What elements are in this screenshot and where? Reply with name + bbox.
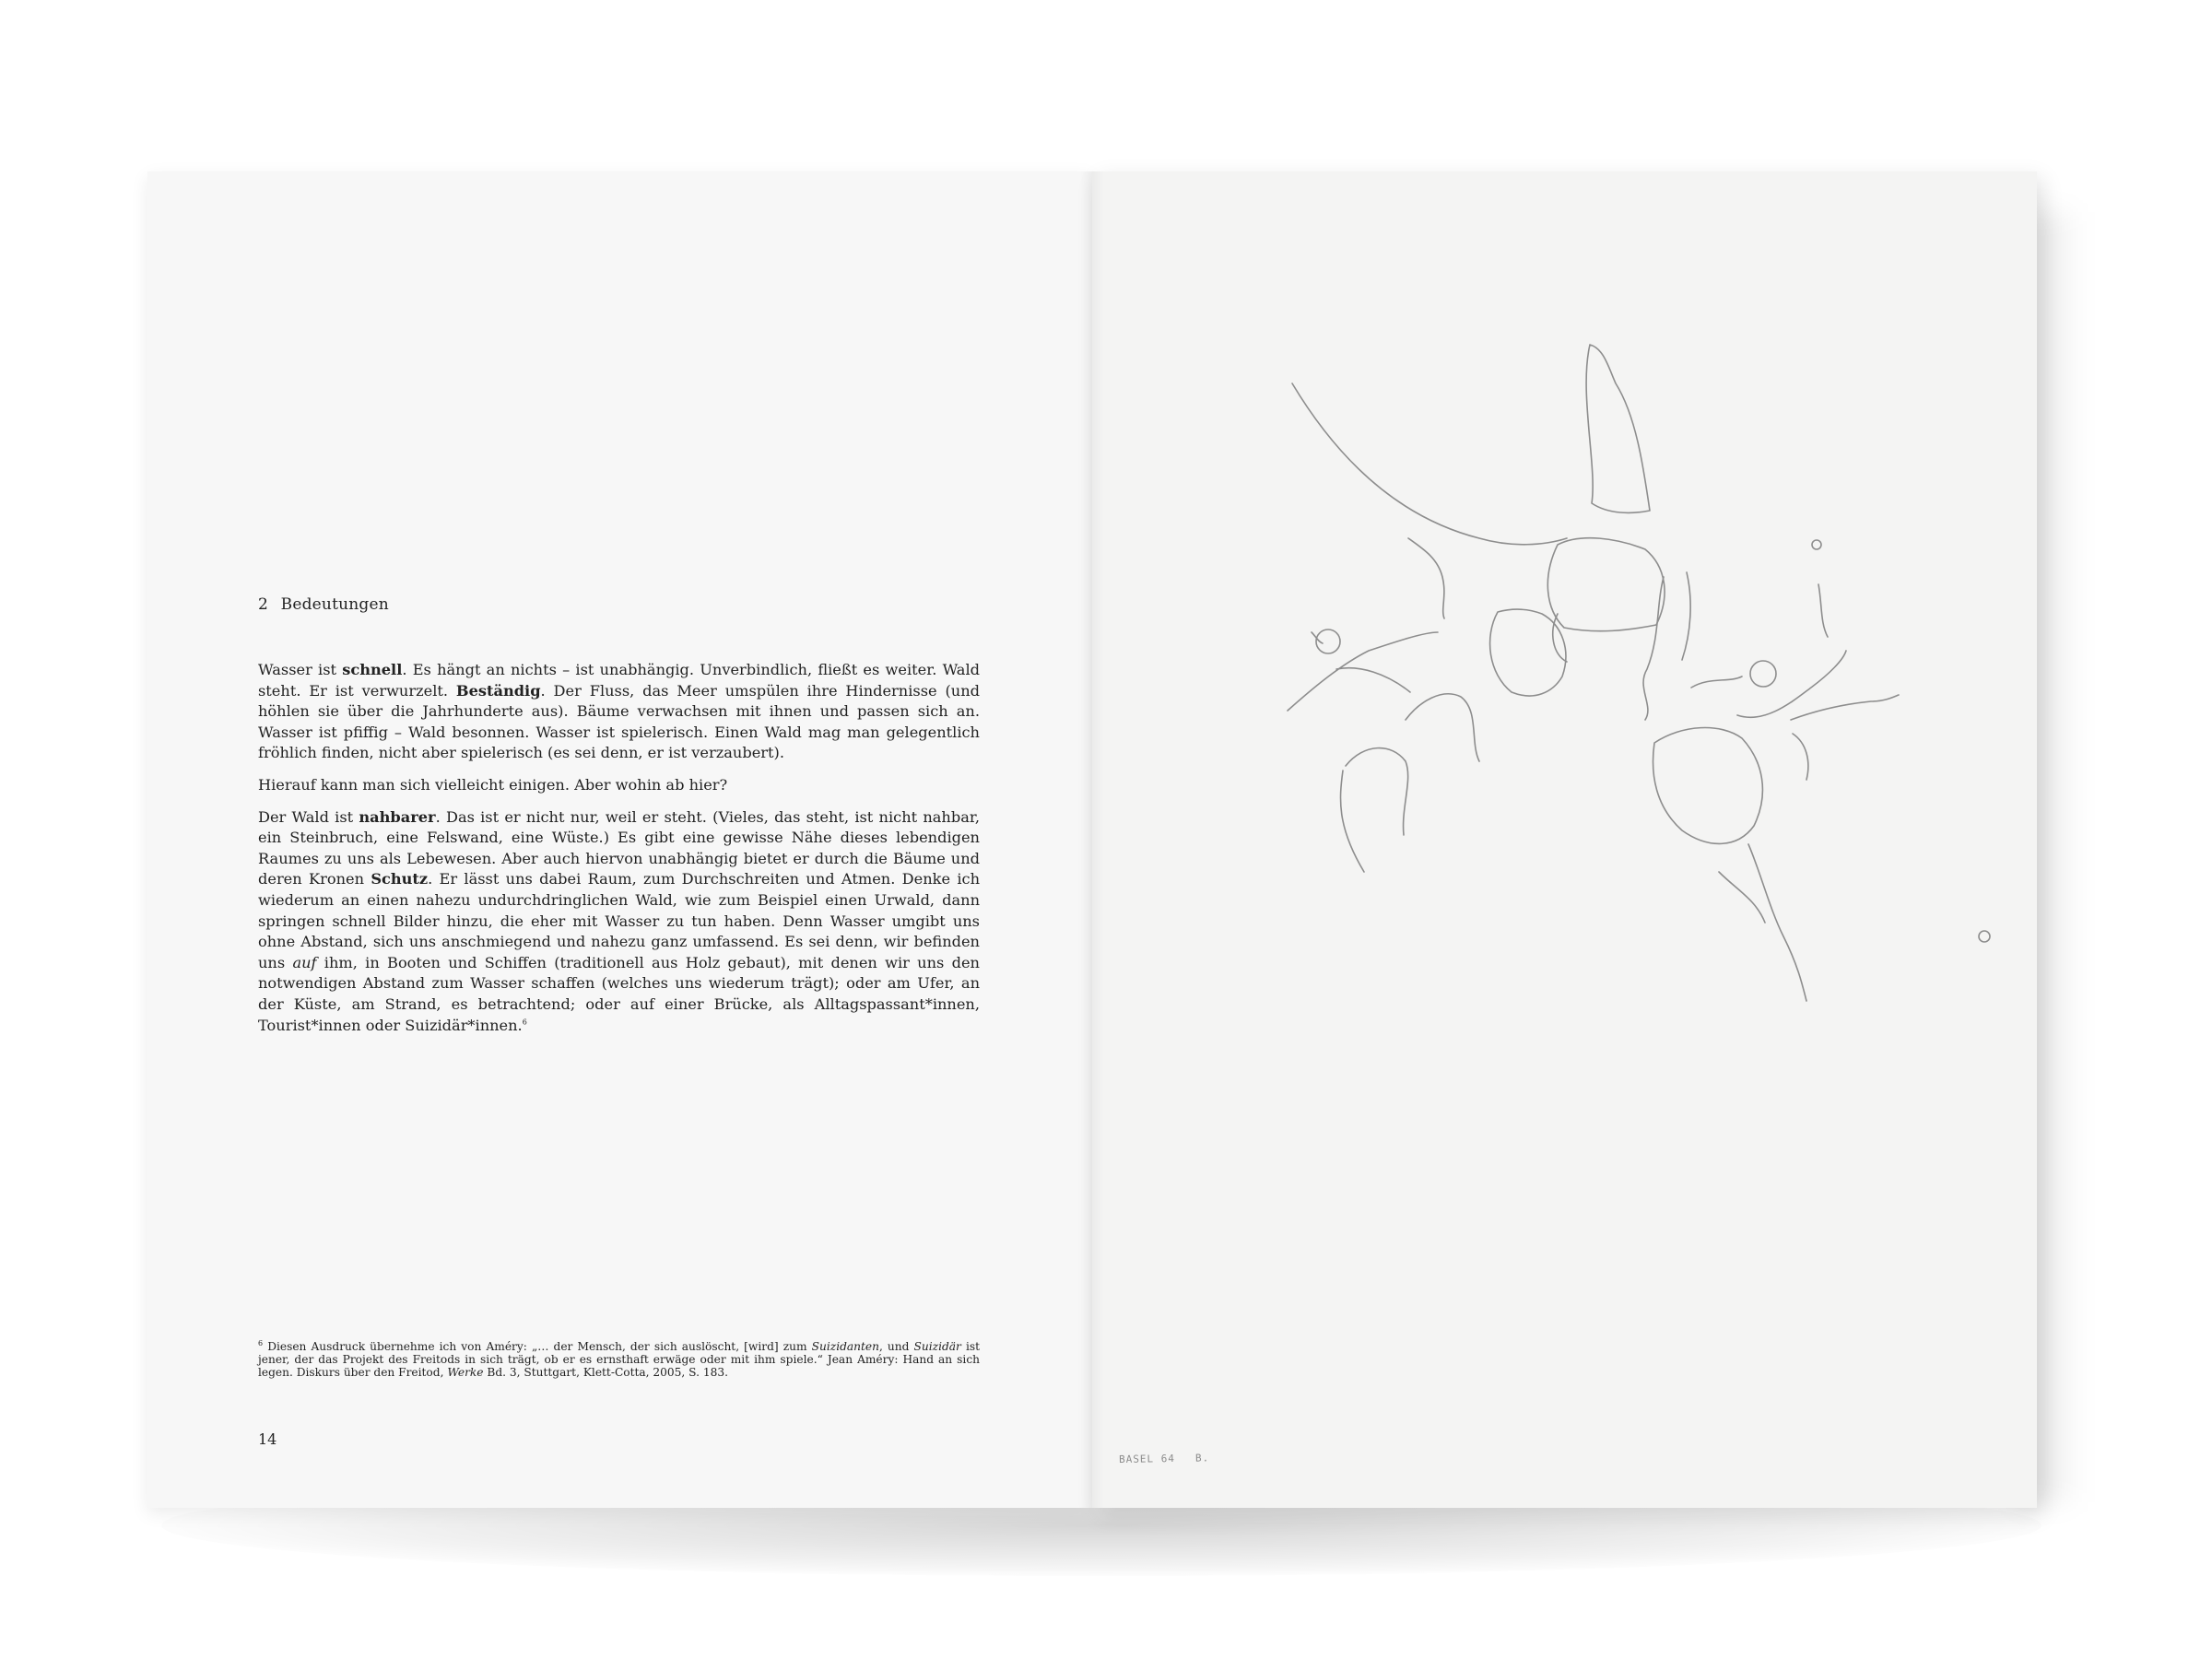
- drawing-left-figure-arm: [1312, 632, 1323, 643]
- footnote: [258, 1340, 980, 1380]
- text-run: . Das ist er nicht nur, weil er steht. (Vieles, das steht, ist nicht nahbar, ein Steinbruch, eine Felswand, eine Wüste.) Es gibt eine gewisse Nähe dieses lebendigen Raumes zu uns als Lebewesen. Aber auch hiervon unabhängig bietet er durch die Bäume und deren Kronen: [258, 807, 980, 888]
- book-gutter: [1080, 171, 1104, 1508]
- drawing-left-figure-limb: [1336, 668, 1410, 692]
- text-run: . Der Fluss, das Meer umspülen ihre Hindernisse (und höhlen sie über die Jahrhunderte aus). Bäume verwachsen mit ihnen und passen sich an. Wasser ist pfiffig – Wald besonnen. Wasser ist spielerisch. Einen Wald mag man gelegentlich fröhlich finden, nicht aber spielerisch (es sei denn, er ist verzaubert).: [258, 681, 980, 762]
- right-page: [1092, 171, 2037, 1508]
- body-text: [258, 660, 980, 1047]
- drawing-branch-line: [1719, 872, 1765, 923]
- italic-term: Werke: [447, 1366, 484, 1380]
- artist-signature: [1119, 1452, 1230, 1465]
- text-run: . Er lässt uns dabei Raum, zum Durchschreiten und Atmen. Denke ich wiederum an einen nahezu undurchdringlichen Wald, wie zum Beispiel einen Urwald, dann springen schnell Bilder hinzu, die eher mit Wasser zu tun haben. Denn Wasser umgibt uns ohne Abstand, sich uns anschmiegend und nahezu ganz umfassend. Es sei denn, wir befinden uns: [258, 870, 981, 971]
- signature-place: BASEL 64: [1118, 1452, 1176, 1466]
- footnote-reference: 6: [522, 1018, 527, 1027]
- signature-initial: B.: [1194, 1452, 1210, 1465]
- text-run: , und: [878, 1340, 914, 1353]
- drawing-arc: [1292, 383, 1567, 545]
- paragraph-3: [258, 807, 980, 1037]
- bold-term-schutz: Schutz: [371, 870, 429, 888]
- text-run: Bd. 3, Stuttgart, Klett-Cotta, 2005, S. 183.: [483, 1366, 728, 1380]
- drawing-lower-left-loop: [1346, 748, 1408, 835]
- drawing-inner-curve: [1553, 614, 1567, 662]
- drawing-wavy-line: [1406, 694, 1479, 761]
- drawing-small-circle-top: [1812, 540, 1821, 549]
- drawing-right-figure-head: [1750, 661, 1776, 687]
- paragraph-1: [258, 660, 980, 764]
- drawing-right-curve: [1643, 577, 1664, 720]
- bold-term-nahbarer: nahbarer: [359, 807, 436, 826]
- paragraph-2: Hierauf kann man sich vielleicht einigen. Aber wohin ab hier?: [258, 775, 728, 794]
- chapter-heading: [258, 595, 389, 614]
- pencil-line-drawing: [1092, 171, 2037, 1508]
- drawing-right-figure-arm: [1791, 695, 1899, 720]
- text-run: . Es hängt an nichts – ist unabhängig. Unverbindlich, fließt es weiter. Wald steht. Er ist verwurzelt.: [258, 661, 980, 700]
- drawing-small-mark: [1818, 584, 1828, 637]
- bold-term-schnell: schnell: [342, 661, 403, 678]
- drawing-lower-left-trail: [1341, 771, 1364, 872]
- drawing-central-rock: [1547, 538, 1665, 631]
- chapter-title: Bedeutungen: [280, 595, 389, 614]
- text-run: ihm, in Booten und Schiffen (traditionell aus Holz gebaut), mit denen wir uns den notwendigen Abstand zum Wasser schaffen (welches uns wiederum trägt); oder am Ufer, an der Küste, am Strand, es betrachtend; oder auf einer Brücke, als Alltagspassant*innen, Tourist*innen oder Suizidär*innen.: [258, 953, 980, 1034]
- drawing-tall-loop: [1586, 345, 1650, 512]
- drawing-left-curl: [1408, 538, 1444, 618]
- chapter-number: 2: [258, 595, 269, 614]
- left-page: [147, 171, 1092, 1508]
- italic-term: Suizidanten: [811, 1340, 879, 1353]
- drawing-right-figure-line: [1793, 734, 1808, 780]
- text-run: Diesen Ausdruck übernehme ich von Améry: „… der Mensch, der sich auslöscht, [wird] zum: [263, 1340, 812, 1353]
- drawing-right-figure-body: [1737, 651, 1846, 717]
- footnote-mark: 6: [258, 1338, 264, 1347]
- page-number: 14: [258, 1430, 277, 1448]
- text-run: Wasser ist: [258, 661, 343, 678]
- italic-term-auf: auf: [292, 953, 317, 971]
- drawing-right-hook: [1691, 677, 1742, 688]
- drawing-isolated-circle: [1979, 931, 1990, 942]
- drawing-descending-line: [1748, 844, 1806, 1001]
- drawing-right-stroke: [1682, 572, 1690, 660]
- text-run: Der Wald ist: [258, 807, 359, 826]
- text-run: ist jener, der das Projekt des Freitods in sich trägt, ob er es ernsthaft erwäge oder mit ihm spiele.“ Jean Améry: Hand an sich legen. Diskurs über den Freitod,: [258, 1340, 981, 1380]
- drawing-left-figure-body: [1288, 632, 1438, 711]
- bold-term-bestaendig: Beständig: [455, 681, 541, 700]
- drawing-lower-right-rock: [1653, 728, 1763, 844]
- italic-term: Suizidär: [913, 1340, 961, 1353]
